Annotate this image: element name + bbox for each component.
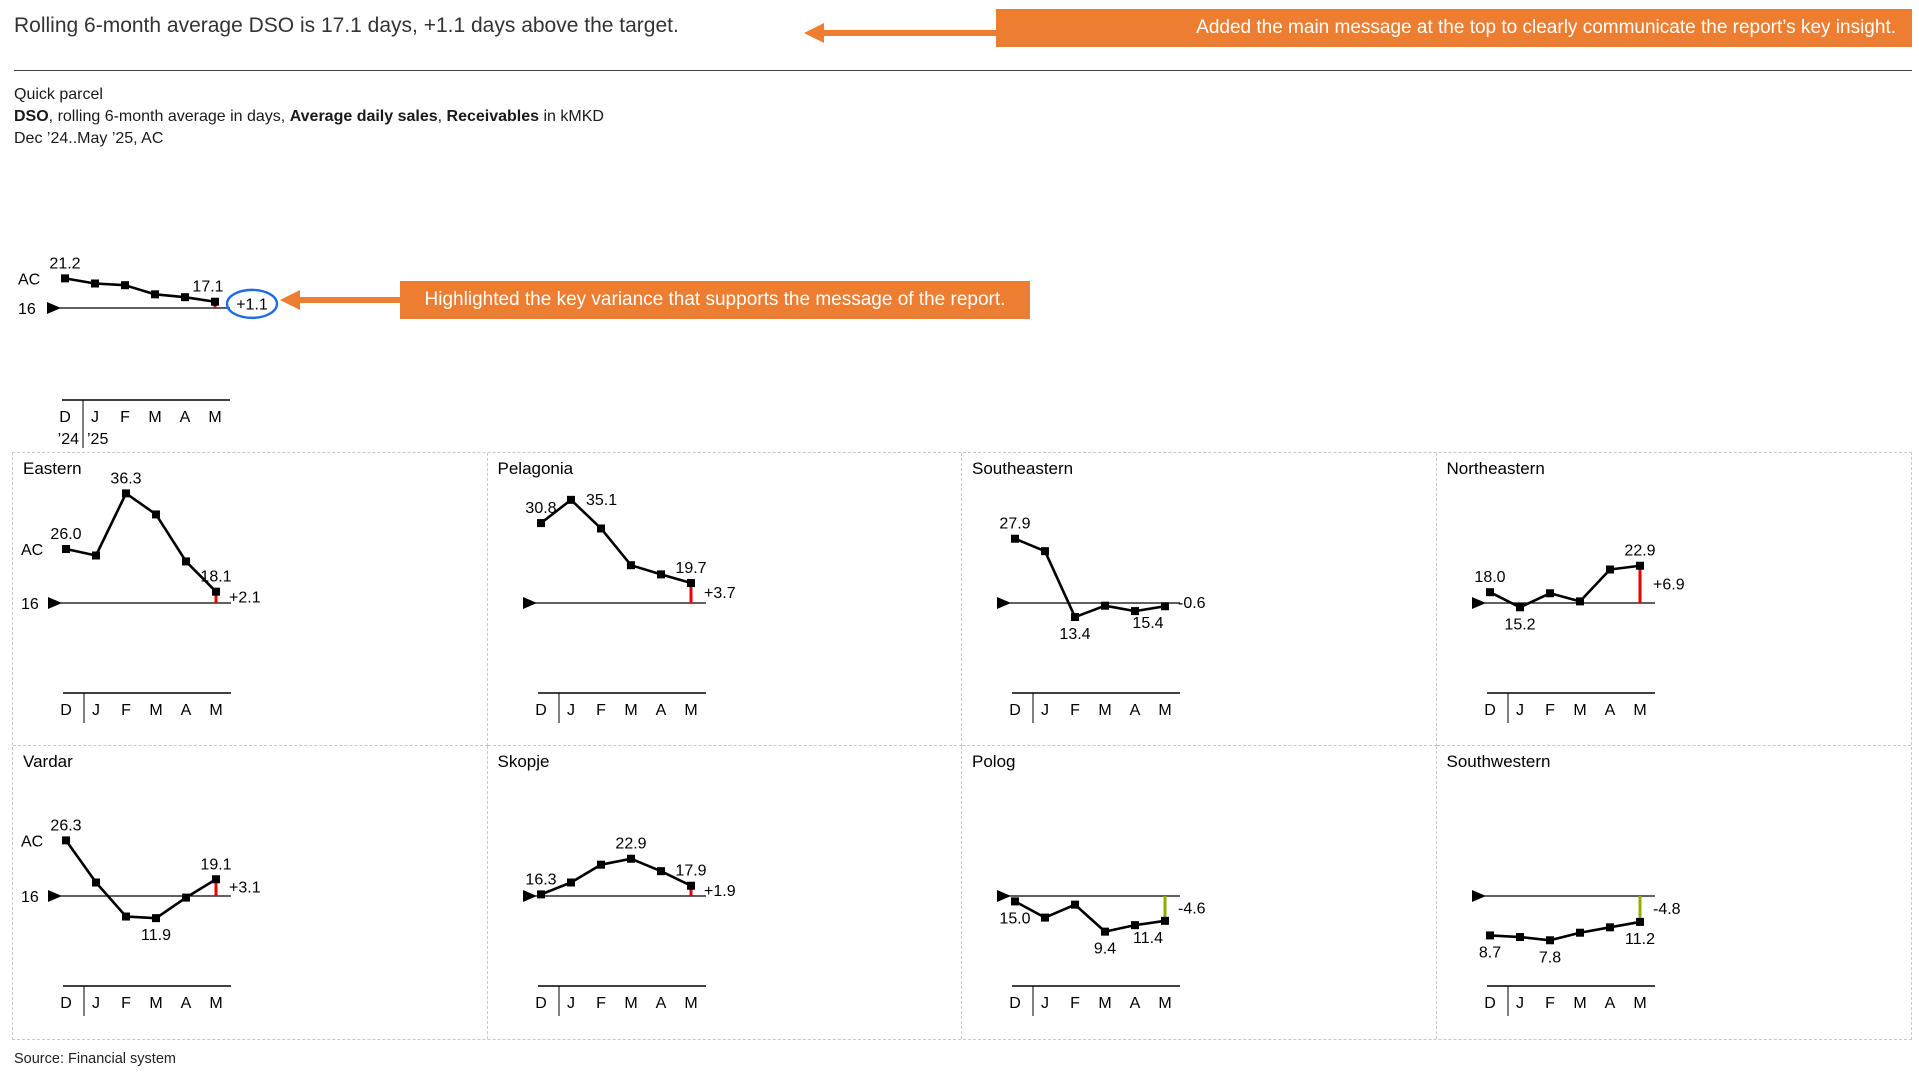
variance-label: -0.6: [1178, 595, 1206, 612]
variance-label: +2.1: [229, 589, 261, 607]
report-title: Quick parcel: [14, 86, 103, 103]
month-label: A: [1604, 995, 1615, 1012]
month-label: F: [121, 995, 131, 1012]
series-line: [541, 500, 691, 583]
subtitle-segment: in kMKD: [539, 108, 604, 125]
northeastern-chart-svg: [1437, 453, 1912, 747]
value-label: 18.1: [200, 568, 232, 586]
month-label: M: [1098, 995, 1112, 1012]
month-label: D: [1483, 702, 1496, 719]
panel-chart: [13, 746, 488, 1040]
target-marker-icon: [47, 302, 61, 314]
month-label: J: [1041, 702, 1049, 719]
value-label: 18.0: [1473, 569, 1506, 587]
month-label: A: [655, 995, 666, 1012]
target-scale-label: 16: [18, 301, 36, 318]
month-label: F: [1070, 702, 1080, 719]
arrow-shaft: [822, 30, 996, 36]
value-label: 13.4: [1059, 626, 1091, 644]
value-label: 9.4: [1093, 940, 1117, 958]
month-label: M: [209, 995, 223, 1012]
month-label: D: [59, 409, 71, 426]
month-label: F: [1544, 995, 1555, 1012]
target-line: [1472, 890, 1655, 902]
x-axis: [58, 400, 230, 448]
month-label: J: [92, 702, 100, 719]
series-line: [1490, 566, 1640, 608]
x-axis: [1484, 986, 1655, 1016]
year-label: ’24: [57, 431, 79, 448]
month-label: A: [1604, 702, 1615, 719]
target-marker-icon: [48, 597, 62, 609]
region-panels-grid: [12, 452, 1912, 1040]
target-marker-icon: [997, 597, 1011, 609]
target-marker-icon: [48, 890, 62, 902]
series-line: [66, 493, 216, 591]
month-label: F: [1070, 995, 1080, 1012]
value-label: 19.1: [200, 856, 232, 874]
month-label: A: [655, 702, 666, 719]
series-line: [541, 859, 691, 895]
region-panel-vardar: [13, 746, 488, 1039]
eastern-chart-svg: [13, 453, 488, 747]
panel-chart: [962, 453, 1437, 747]
panel-chart: [488, 453, 963, 747]
month-label: M: [683, 702, 698, 719]
series-markers: [537, 496, 695, 587]
value-label: 17.1: [192, 278, 224, 296]
month-label: D: [1483, 995, 1496, 1012]
year-label: ’25: [87, 431, 109, 448]
southeastern-chart-svg: [962, 453, 1437, 747]
month-label: A: [180, 995, 192, 1012]
variance-label: +3.1: [229, 879, 261, 897]
pelagonia-chart-svg: [488, 453, 963, 747]
value-label: 30.8: [524, 500, 557, 518]
series-scale-label: AC: [18, 271, 41, 289]
target-scale-label: 16: [21, 889, 39, 906]
month-label: M: [1632, 702, 1647, 719]
x-axis: [1009, 693, 1180, 723]
report-header: [14, 84, 604, 150]
panel-title: Northeastern: [1446, 459, 1545, 478]
value-label: 11.2: [1624, 930, 1655, 948]
main-message: Rolling 6-month average DSO is 17.1 days, +1.1 days above the target.: [14, 14, 679, 37]
month-label: J: [1515, 995, 1524, 1012]
panel-title: Pelagonia: [497, 459, 574, 478]
value-label: 19.7: [674, 560, 707, 578]
month-label: F: [121, 702, 131, 719]
region-panel-northeastern: [1437, 453, 1912, 746]
panel-title: Skopje: [497, 752, 550, 771]
x-axis: [535, 693, 706, 723]
x-axis: [1009, 986, 1180, 1016]
month-label: J: [1041, 995, 1049, 1012]
month-label: M: [1632, 995, 1647, 1012]
panel-chart: [1437, 746, 1912, 1040]
series-markers: [1486, 918, 1644, 944]
target-line: [997, 890, 1180, 902]
title-divider: [14, 70, 1912, 71]
x-axis: [60, 693, 231, 723]
region-panel-southeastern: [962, 453, 1437, 746]
month-label: D: [60, 702, 72, 719]
value-label: 15.2: [1503, 616, 1536, 634]
arrow-left-icon: [280, 290, 300, 310]
panel-title: Southeastern: [972, 459, 1074, 478]
series-scale-label: AC: [21, 542, 44, 559]
month-label: D: [1009, 995, 1021, 1012]
month-label: D: [60, 995, 72, 1012]
value-label: 16.3: [524, 871, 557, 889]
region-panel-pelagonia: [488, 453, 963, 746]
region-panel-polog: [962, 746, 1437, 1039]
month-label: F: [1544, 702, 1555, 719]
month-label: F: [595, 995, 606, 1012]
series-line: [66, 840, 216, 918]
series-scale-label: AC: [21, 833, 44, 851]
x-axis: [60, 986, 231, 1016]
value-label: 15.4: [1132, 615, 1164, 633]
month-label: M: [149, 702, 163, 719]
annotation-variance-callout: Highlighted the key variance that supports the message of the report.: [400, 281, 1030, 319]
series-markers: [62, 836, 220, 922]
month-label: M: [1098, 702, 1112, 719]
target-scale-label: 16: [21, 596, 39, 613]
subtitle-segment: DSO: [14, 108, 49, 125]
panel-chart: [1437, 453, 1912, 747]
variance-label: +3.7: [703, 585, 736, 603]
annotation-top-callout: Added the main message at the top to clearly communicate the report’s key insight.: [996, 9, 1912, 47]
region-panel-eastern: [13, 453, 488, 746]
month-label: J: [91, 409, 99, 426]
vardar-chart-svg: [13, 746, 488, 1040]
panel-chart: [962, 746, 1437, 1040]
month-label: M: [209, 702, 223, 719]
value-label: 22.9: [614, 835, 647, 853]
value-label: 15.0: [999, 910, 1031, 928]
subtitle-segment: , rolling 6-month average in days,: [48, 108, 290, 125]
month-label: A: [179, 409, 191, 426]
value-label: 35.1: [585, 491, 617, 509]
target-marker-icon: [1472, 597, 1486, 609]
value-label: 8.7: [1478, 944, 1501, 962]
month-label: A: [1129, 702, 1141, 719]
total-chart-svg: [12, 188, 324, 454]
month-label: M: [208, 409, 222, 426]
month-label: M: [1572, 702, 1587, 719]
value-label: 26.3: [50, 817, 82, 835]
month-label: M: [683, 995, 698, 1012]
month-label: A: [1129, 995, 1141, 1012]
value-label: 11.4: [1133, 929, 1163, 947]
southwestern-chart-svg: [1437, 746, 1912, 1040]
month-label: F: [120, 409, 130, 426]
target-marker-icon: [1472, 890, 1486, 902]
arrow-left-icon: [804, 23, 824, 43]
panel-title: Polog: [972, 752, 1016, 771]
panel-title: Eastern: [23, 459, 82, 478]
report-subtitle: [14, 106, 604, 128]
value-label: 27.9: [999, 515, 1031, 533]
value-label: 21.2: [49, 255, 81, 273]
target-marker-icon: [997, 890, 1011, 902]
variance-label: -4.8: [1652, 900, 1681, 918]
target-line: [523, 597, 706, 609]
month-label: M: [1158, 702, 1172, 719]
variance-label: +1.1: [236, 296, 268, 314]
month-label: M: [148, 409, 162, 426]
skopje-chart-svg: [488, 746, 963, 1040]
month-label: M: [149, 995, 163, 1012]
variance-label: +6.9: [1652, 576, 1685, 594]
month-label: A: [180, 702, 192, 719]
value-label: 11.9: [141, 927, 171, 945]
target-line: [47, 302, 230, 314]
month-label: D: [1009, 702, 1021, 719]
x-axis: [535, 986, 706, 1016]
panel-title: Vardar: [23, 752, 73, 771]
month-label: J: [92, 995, 100, 1012]
target-marker-icon: [523, 597, 537, 609]
month-label: J: [1515, 702, 1524, 719]
target-line: [48, 597, 231, 609]
value-label: 36.3: [110, 470, 142, 488]
x-axis: [1484, 693, 1655, 723]
month-label: M: [623, 702, 638, 719]
panel-title: Southwestern: [1446, 752, 1551, 771]
target-marker-icon: [523, 890, 537, 902]
variance-label: -4.6: [1178, 900, 1206, 918]
variance-label: +1.9: [703, 882, 736, 900]
main-dso-chart: [12, 188, 324, 454]
month-label: M: [623, 995, 638, 1012]
region-panel-southwestern: [1437, 746, 1912, 1039]
subtitle-segment: ,: [437, 108, 447, 125]
series-line: [1490, 922, 1640, 940]
month-label: J: [566, 702, 575, 719]
variance-bar: [1638, 566, 1641, 603]
value-label: 26.0: [50, 526, 82, 543]
panel-chart: [13, 453, 488, 747]
region-panel-skopje: [488, 746, 963, 1039]
report-period: Dec ’24..May ’25, AC: [14, 130, 164, 147]
panel-chart: [488, 746, 963, 1040]
month-label: D: [534, 702, 547, 719]
target-line: [1472, 597, 1655, 609]
month-label: F: [595, 702, 606, 719]
target-line: [48, 890, 231, 902]
arrow-shaft: [298, 297, 400, 303]
month-label: M: [1158, 995, 1172, 1012]
series-line: [1015, 901, 1165, 931]
month-label: D: [534, 995, 547, 1012]
month-label: M: [1572, 995, 1587, 1012]
value-label: 7.8: [1538, 949, 1561, 967]
subtitle-segment: Receivables: [446, 108, 540, 125]
polog-chart-svg: [962, 746, 1437, 1040]
month-label: J: [566, 995, 575, 1012]
series-line: [1015, 539, 1165, 617]
value-label: 17.9: [674, 862, 707, 880]
subtitle-segment: Average daily sales: [289, 108, 438, 125]
value-label: 22.9: [1623, 542, 1656, 560]
source-note: Source: Financial system: [14, 1051, 176, 1067]
